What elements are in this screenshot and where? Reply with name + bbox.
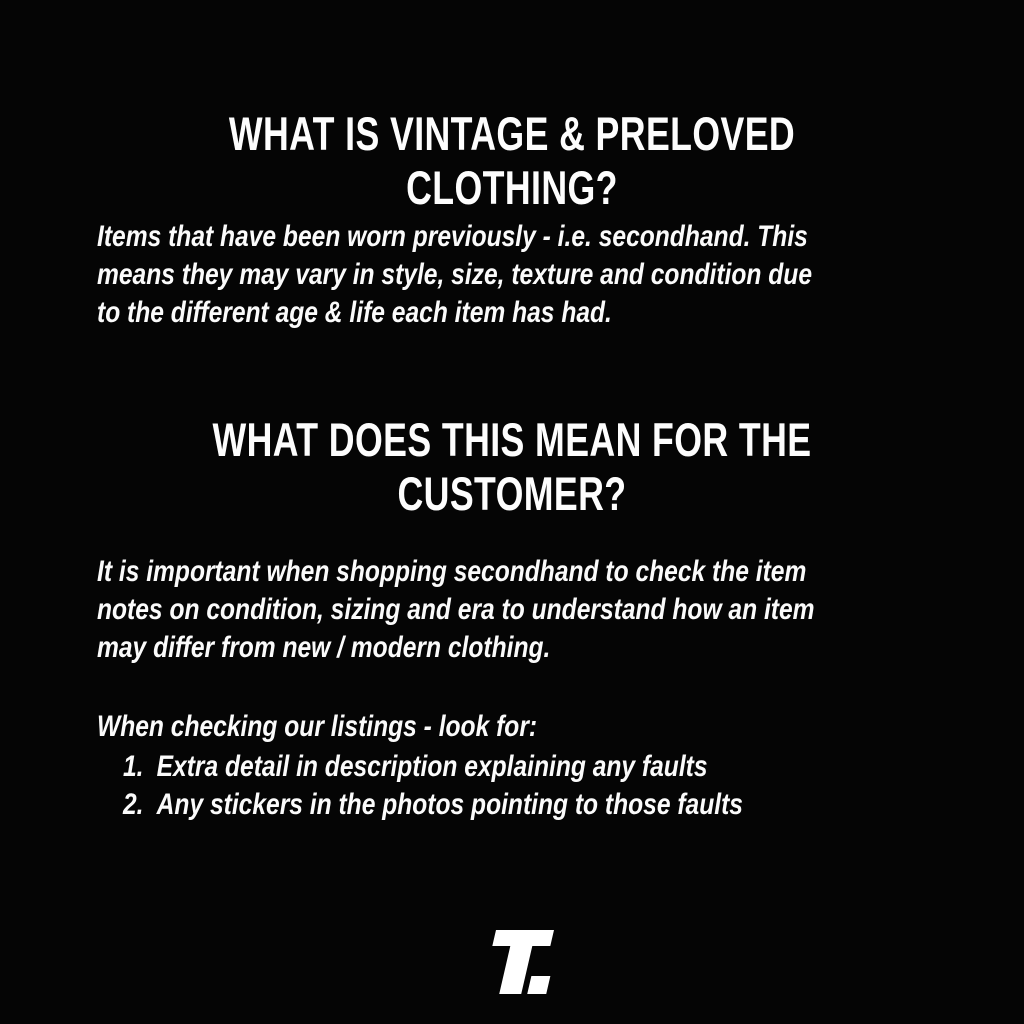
list-item-text: Extra detail in description explaining any faults <box>156 750 708 783</box>
listings-lead-in-text: When checking our listings - look for: <box>97 710 538 743</box>
intro-paragraph-text: Items that have been worn previously - i.e. secondhand. This means they may vary in style, size, texture and condition due to the different age & life each item has had. <box>97 220 813 329</box>
customer-paragraph-text: It is important when shopping secondhand to check the item notes on condition, sizing and era to understand how an item may differ from new / modern clothing. <box>97 555 815 664</box>
section-heading-customer <box>0 413 1024 521</box>
customer-paragraph <box>97 553 997 667</box>
list-item <box>123 748 845 786</box>
page-title <box>0 107 1024 215</box>
checklist-inner <box>123 748 845 824</box>
list-item <box>123 786 845 824</box>
list-item-text: Any stickers in the photos pointing to those faults <box>156 788 743 821</box>
listings-lead-in <box>97 708 997 746</box>
section-heading-customer-text: WHAT DOES THIS MEAN FOR THE CUSTOMER? <box>212 413 812 520</box>
brand-logo <box>0 930 1024 998</box>
list-item-number: 2. <box>123 788 144 821</box>
intro-paragraph <box>97 218 997 332</box>
list-item-number: 1. <box>123 750 144 783</box>
page-title-text: WHAT IS VINTAGE & PRELOVED CLOTHING? <box>228 107 796 215</box>
brand-logo-t-icon <box>466 930 558 998</box>
checklist <box>123 748 1003 824</box>
